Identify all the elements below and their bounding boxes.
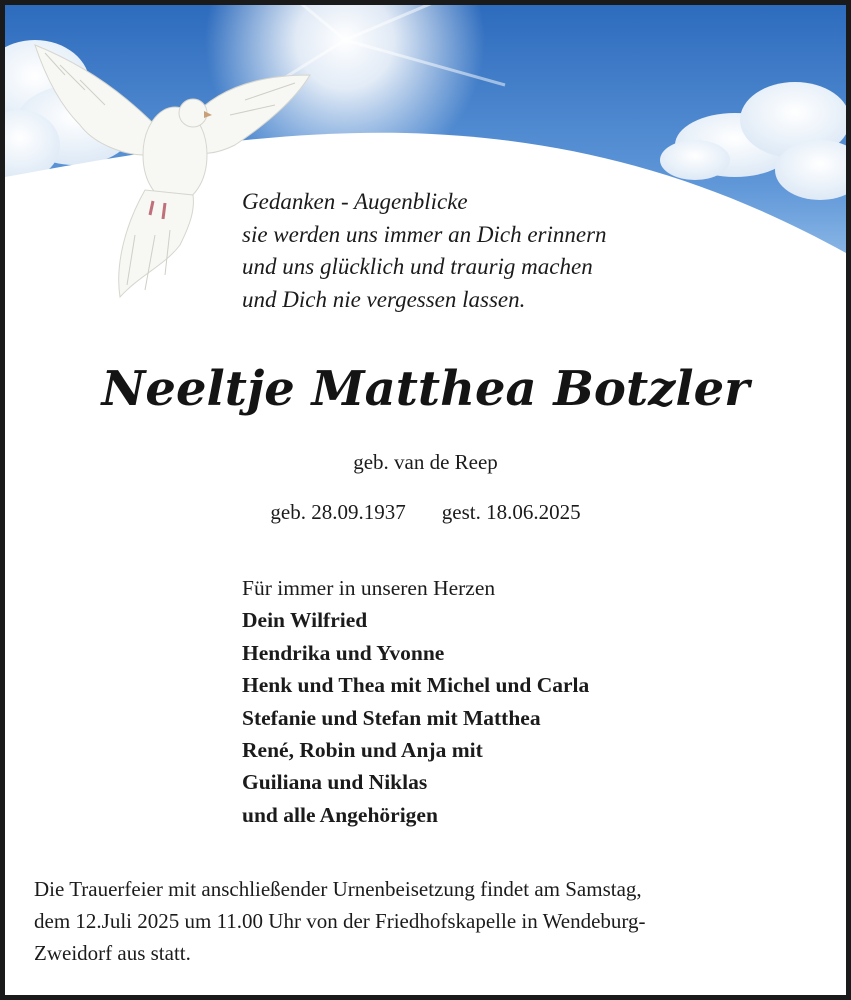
- mourner-name: Stefanie und Stefan mit Matthea: [242, 705, 541, 730]
- mourner-name: Henk und Thea mit Michel und Carla: [242, 673, 590, 698]
- funeral-details-line: Zweidorf aus statt.: [34, 941, 191, 965]
- birth-date: geb. 28.09.1937: [270, 500, 406, 524]
- mourners-intro: Für immer in unseren Herzen: [242, 576, 496, 600]
- mourner-name: René, Robin und Anja mit: [242, 738, 483, 763]
- poem-line: und uns glücklich und traurig machen: [242, 254, 593, 279]
- mourner-name: und alle Angehörigen: [242, 802, 438, 827]
- funeral-details-line: dem 12.Juli 2025 um 11.00 Uhr von der Friedhofskapelle in Wendeburg-: [34, 909, 646, 933]
- mourners-list: [242, 572, 589, 831]
- death-date: gest. 18.06.2025: [441, 500, 581, 524]
- poem-line: sie werden uns immer an Dich erinnern: [242, 221, 607, 247]
- funeral-details: [34, 873, 814, 969]
- life-dates: [5, 500, 846, 525]
- mourner-name: Hendrika und Yvonne: [242, 640, 445, 665]
- poem-line: Gedanken - Augenblicke: [242, 189, 468, 214]
- memorial-poem: [242, 186, 607, 316]
- deceased-name: Neeltje Matthea Botzler: [101, 361, 750, 417]
- maiden-name: geb. van de Reep: [353, 450, 498, 474]
- mourner-name: Dein Wilfried: [242, 608, 368, 633]
- mourner-name: Guiliana und Niklas: [242, 770, 428, 795]
- funeral-details-line: Die Trauerfeier mit anschließender Urnenbeisetzung findet am Samstag,: [34, 877, 642, 901]
- poem-line: und Dich nie vergessen lassen.: [242, 286, 526, 312]
